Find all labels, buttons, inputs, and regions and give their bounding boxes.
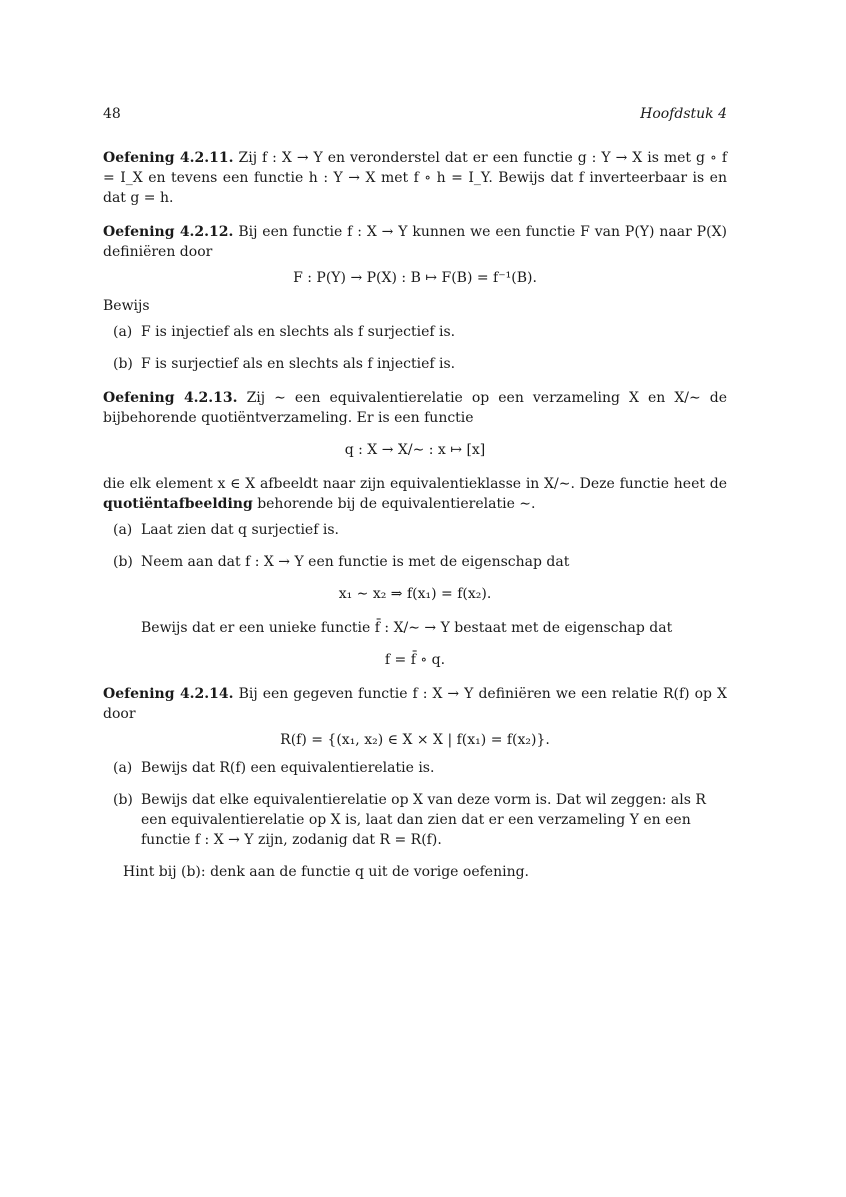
display-formula: F : P(Y) → P(X) : B ↦ F(B) = f⁻¹(B). — [293, 270, 537, 286]
item-text: Bewijs dat elke equivalentierelatie op X van deze vorm is. Dat wil zeggen: als R een equivalentierelatie op X is, laat dan zien dat er een verzameling Y en een functie f : X → Y zijn, zodanig dat R = R(f). — [141, 792, 706, 848]
defined-term: quotiëntafbeelding — [103, 496, 253, 512]
exercise-4-2-12 — [103, 222, 727, 374]
hint-text: Hint bij (b): denk aan de functie q uit de vorige oefening. — [123, 864, 529, 880]
lead-text: Bewijs — [103, 298, 150, 314]
exercise-4-2-14 — [103, 684, 727, 882]
exercise-title: Oefening 4.2.14. — [103, 686, 234, 702]
exercise-4-2-11 — [103, 148, 727, 208]
item-text: F is surjectief als en slechts als f injectief is. — [141, 356, 456, 372]
exercise-text: Bij een functie f : X → Y kunnen we een functie F van P(Y) naar P(X) definiëren door — [103, 224, 727, 260]
exercise-paragraph — [103, 148, 727, 208]
item-label: (b) — [113, 356, 133, 372]
list-item — [103, 354, 727, 374]
exercise-paragraph — [103, 222, 727, 262]
exercise-4-2-13 — [103, 388, 727, 670]
exercise-title: Oefening 4.2.11. — [103, 150, 234, 166]
text-segment: behorende bij de equivalentierelatie ∼. — [257, 496, 536, 512]
item-label: (a) — [113, 522, 133, 538]
item-label: (b) — [113, 792, 133, 808]
page-number: 48 — [103, 106, 121, 122]
exercise-text: Zij f : X → Y en veronderstel dat er een functie g : Y → X is met g ∘ f = I_X en tevens een functie h : Y → X met f ∘ h = I_Y. Bewijs dat f inverteerbaar is en dat g = h. — [103, 150, 727, 206]
display-formula: f = f̄ ∘ q. — [384, 652, 446, 668]
display-formula: x₁ ∼ x₂ ⇒ f(x₁) = f(x₂). — [338, 586, 492, 602]
item-text: F is injectief als en slechts als f surjectief is. — [141, 324, 456, 340]
exercise-title: Oefening 4.2.13. — [103, 390, 238, 406]
exercise-paragraph — [103, 388, 727, 428]
chapter-title: Hoofdstuk 4 — [640, 106, 727, 122]
exercise-title: Oefening 4.2.12. — [103, 224, 234, 240]
document-page — [103, 104, 727, 896]
item-text: Laat zien dat q surjectief is. — [141, 522, 339, 538]
list-item — [103, 520, 727, 540]
exercise-text: Zij ∼ een equivalentierelatie op een verzameling X en X/∼ de bijbehorende quotiëntverzameling. Er is een functie — [103, 390, 727, 426]
exercise-text: Bij een gegeven functie f : X → Y definiëren we een relatie R(f) op X door — [103, 686, 727, 722]
exercise-paragraph — [103, 684, 727, 724]
list-item — [103, 552, 727, 572]
item-label: (b) — [113, 554, 133, 570]
item-text: Neem aan dat f : X → Y een functie is met de eigenschap dat — [141, 554, 570, 570]
item-continuation-text: Bewijs dat er een unieke functie f̄ : X/∼ → Y bestaat met de eigenschap dat — [141, 620, 673, 636]
display-formula: q : X → X/∼ : x ↦ [x] — [344, 442, 486, 458]
list-item — [103, 322, 727, 342]
exercise-paragraph-2 — [103, 474, 727, 514]
display-formula: R(f) = {(x₁, x₂) ∈ X × X | f(x₁) = f(x₂)}. — [280, 732, 550, 748]
item-list — [103, 520, 727, 670]
list-item — [103, 758, 727, 778]
item-text: Bewijs dat R(f) een equivalentierelatie is. — [141, 760, 435, 776]
text-segment: die elk element x ∈ X afbeeldt naar zijn equivalentieklasse in X/∼. Deze functie heet de — [103, 476, 727, 492]
item-label: (a) — [113, 324, 133, 340]
list-item — [103, 790, 727, 850]
page-header — [103, 104, 727, 126]
item-list — [103, 758, 727, 850]
item-list — [103, 322, 727, 374]
item-label: (a) — [113, 760, 133, 776]
